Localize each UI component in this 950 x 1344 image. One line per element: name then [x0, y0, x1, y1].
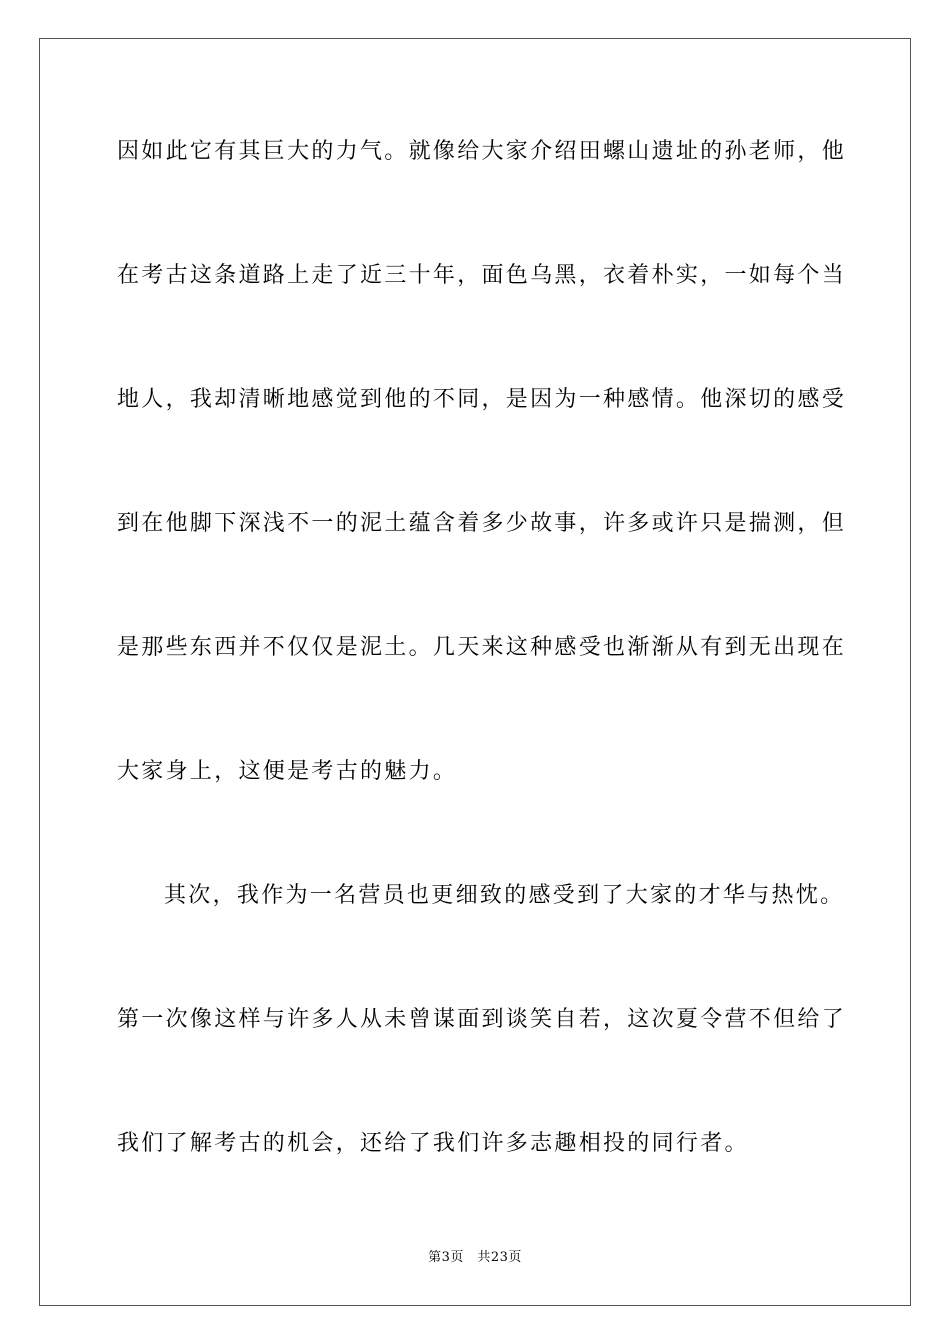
- text-line-4: 到在他脚下深浅不一的泥土蕴含着多少故事，许多或许只是揣测，但: [117, 511, 847, 536]
- text-line-1: 因如此它有其巨大的力气。就像给大家介绍田螺山遗址的孙老师，他: [117, 139, 847, 164]
- page-number-footer: 第3页 共23页: [428, 1250, 522, 1265]
- text-line-2: 在考古这条道路上走了近三十年，面色乌黑，衣着朴实，一如每个当: [117, 263, 847, 288]
- text-line-6: 大家身上，这便是考古的魅力。: [117, 759, 458, 784]
- text-line-9: 我们了解考古的机会，还给了我们许多志趣相投的同行者。: [117, 1131, 749, 1156]
- document-body: [117, 128, 847, 1244]
- text-line-7-paragraph-start: 其次，我作为一名营员也更细致的感受到了大家的才华与热忱。: [164, 883, 845, 908]
- text-line-8: 第一次像这样与许多人从未曾谋面到谈笑自若，这次夏令营不但给了: [117, 1007, 847, 1032]
- text-line-3: 地人，我却清晰地感觉到他的不同，是因为一种感情。他深切的感受: [117, 387, 847, 412]
- text-line-5: 是那些东西并不仅仅是泥土。几天来这种感受也渐渐从有到无出现在: [117, 635, 847, 660]
